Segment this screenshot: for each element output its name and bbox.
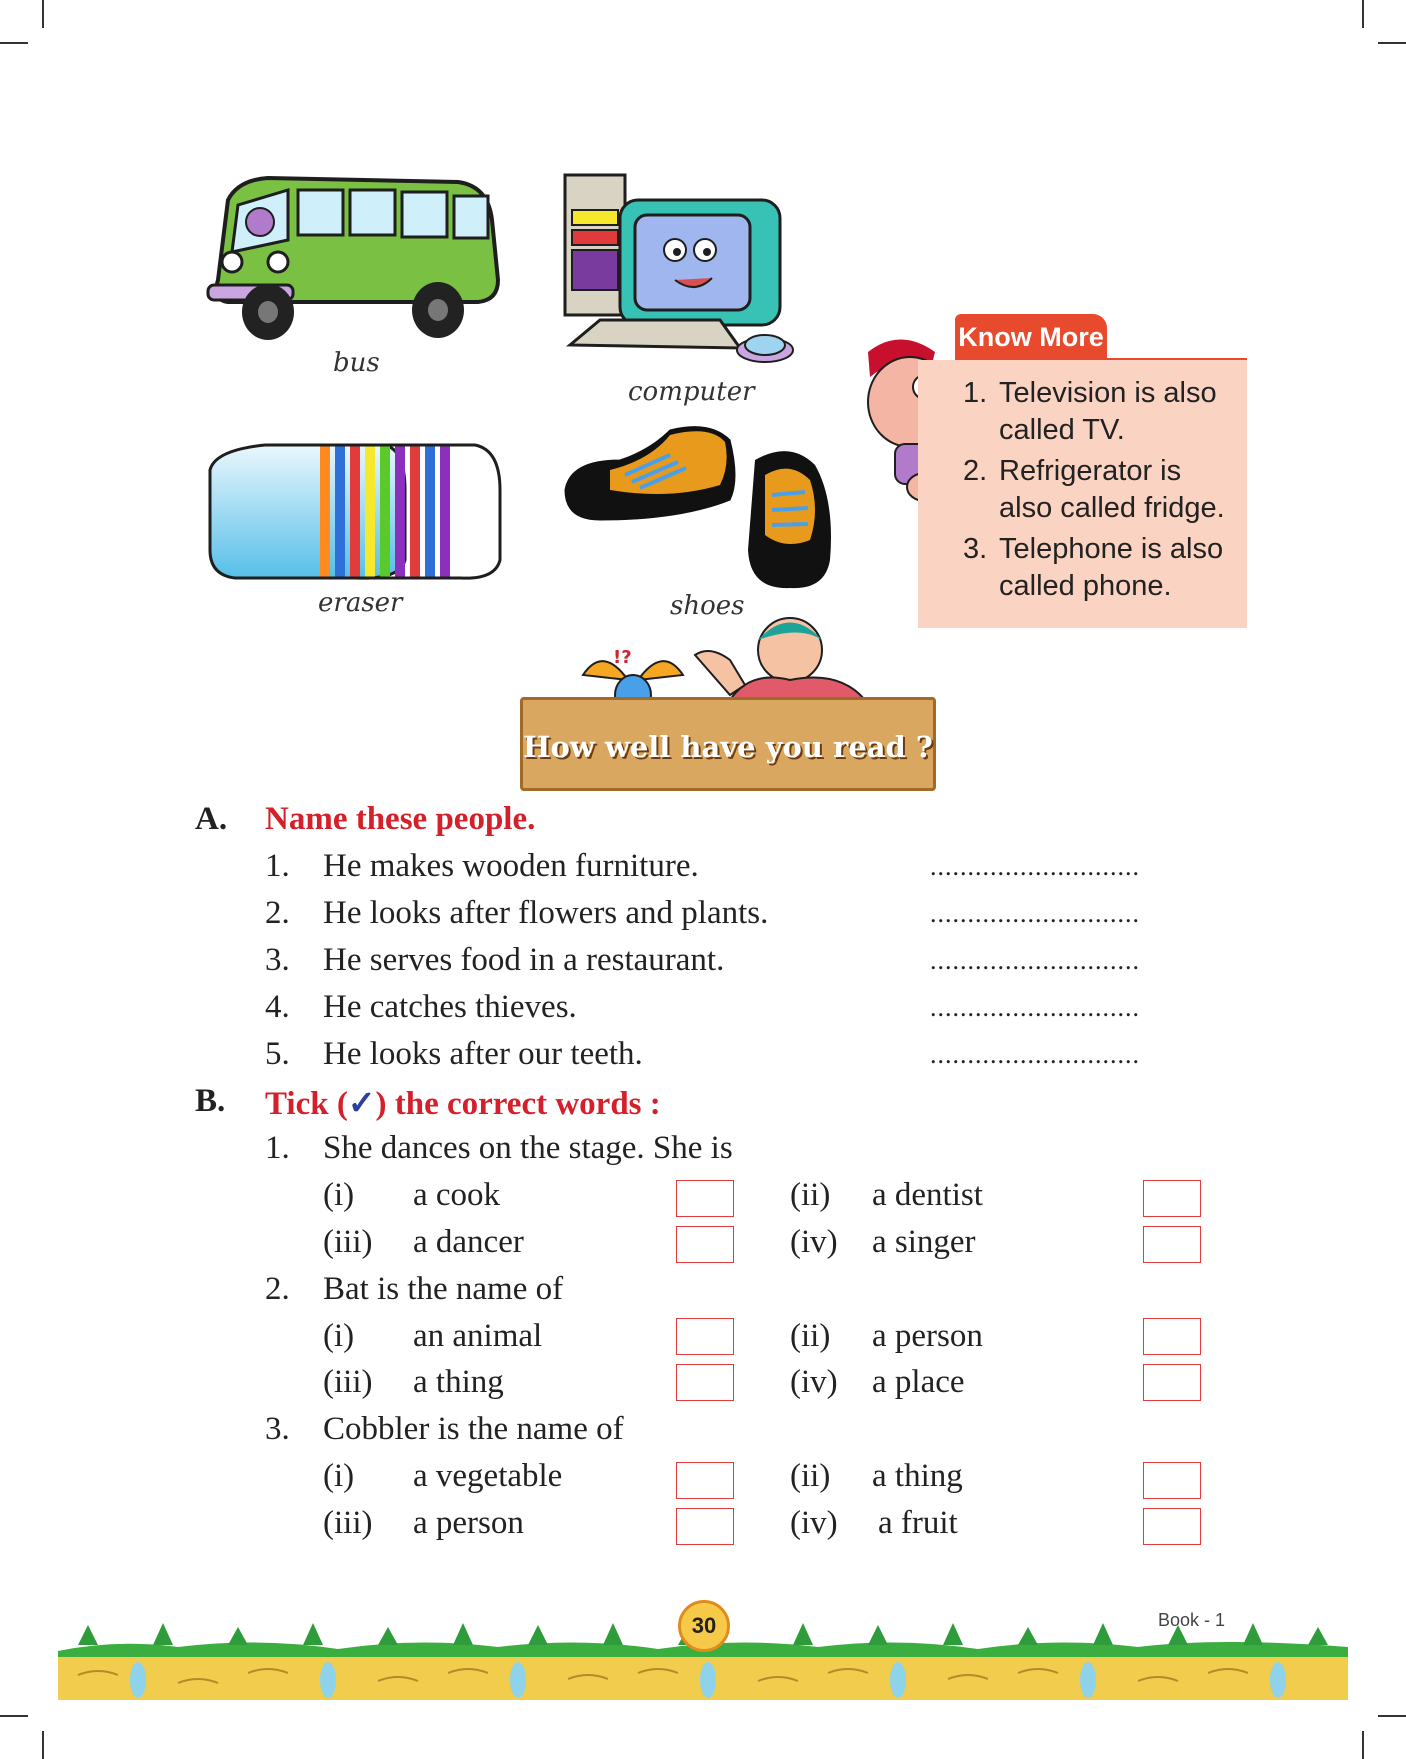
option-text: a thing bbox=[413, 1364, 504, 1400]
question-number: 2. bbox=[265, 895, 290, 931]
option-text: a cook bbox=[413, 1177, 501, 1213]
question-text: He makes wooden furniture. bbox=[323, 848, 699, 884]
know-more-item-text: Refrigerator is also called fridge. bbox=[999, 455, 1225, 524]
computer-caption: computer bbox=[628, 377, 755, 407]
quiz-banner bbox=[520, 697, 936, 791]
option-number: (i) bbox=[323, 1177, 355, 1213]
question-number: 3. bbox=[265, 942, 290, 978]
crop-mark bbox=[0, 1715, 28, 1717]
option-number: (ii) bbox=[790, 1177, 831, 1213]
option-text: a person bbox=[872, 1318, 983, 1354]
question-row bbox=[265, 848, 699, 885]
tick-box[interactable] bbox=[1143, 1318, 1201, 1355]
section-a-title: Name these people. bbox=[265, 801, 536, 837]
answer-blank[interactable]: ............................ bbox=[930, 1040, 1140, 1069]
question-row bbox=[265, 1411, 624, 1448]
tick-box[interactable] bbox=[1143, 1364, 1201, 1401]
section-a-letter: A. bbox=[195, 801, 228, 837]
eraser-caption: eraser bbox=[318, 588, 403, 618]
section-b-title bbox=[265, 1083, 661, 1123]
option-number: (i) bbox=[323, 1458, 355, 1494]
computer-illustration bbox=[560, 170, 820, 375]
tick-box[interactable] bbox=[676, 1180, 734, 1217]
option-number: (iv) bbox=[790, 1224, 838, 1260]
crop-mark bbox=[1362, 0, 1364, 28]
question-text: He catches thieves. bbox=[323, 989, 577, 1025]
page-number: 30 bbox=[678, 1600, 730, 1652]
book-label: Book - 1 bbox=[1158, 1610, 1226, 1630]
crop-mark bbox=[42, 0, 44, 28]
option-text: a singer bbox=[872, 1224, 976, 1260]
tick-box[interactable] bbox=[1143, 1508, 1201, 1545]
answer-blank[interactable]: ............................ bbox=[930, 993, 1140, 1022]
question-row bbox=[265, 989, 577, 1026]
tick-box[interactable] bbox=[676, 1462, 734, 1499]
shoes-illustration bbox=[560, 420, 850, 600]
option-text: a dancer bbox=[413, 1224, 524, 1260]
option-text: a place bbox=[872, 1364, 965, 1400]
option-number: (iii) bbox=[323, 1505, 373, 1541]
question-row bbox=[265, 1036, 643, 1073]
option bbox=[790, 1318, 983, 1355]
tick-mark-icon: ✓ bbox=[347, 1086, 376, 1122]
option-number: (i) bbox=[323, 1318, 355, 1354]
crop-mark bbox=[1362, 1731, 1364, 1759]
option bbox=[790, 1458, 963, 1495]
option bbox=[323, 1505, 524, 1542]
tick-box[interactable] bbox=[676, 1318, 734, 1355]
question-text: He serves food in a restaurant. bbox=[323, 942, 725, 978]
option bbox=[790, 1224, 976, 1261]
option-number: (ii) bbox=[790, 1458, 831, 1494]
crop-mark bbox=[1378, 42, 1406, 44]
option-text: a thing bbox=[872, 1458, 963, 1494]
shoes-caption: shoes bbox=[670, 591, 745, 621]
answer-blank[interactable]: ............................ bbox=[930, 852, 1140, 881]
tick-box[interactable] bbox=[1143, 1226, 1201, 1263]
question-row bbox=[265, 895, 768, 932]
question-number: 5. bbox=[265, 1036, 290, 1072]
option-number: (iii) bbox=[323, 1364, 373, 1400]
tick-box[interactable] bbox=[676, 1364, 734, 1401]
know-more-item-text: Television is also called TV. bbox=[999, 377, 1217, 446]
question-number: 1. bbox=[265, 848, 290, 884]
option-text: a dentist bbox=[872, 1177, 983, 1213]
option-number: (iv) bbox=[790, 1364, 838, 1400]
question-text: Bat is the name of bbox=[323, 1271, 564, 1307]
option bbox=[790, 1505, 958, 1542]
tick-box[interactable] bbox=[676, 1226, 734, 1263]
quiz-banner-text: How well have you read ? bbox=[523, 730, 933, 764]
option-text: a vegetable bbox=[413, 1458, 563, 1494]
crop-mark bbox=[42, 1731, 44, 1759]
tick-box[interactable] bbox=[676, 1508, 734, 1545]
option bbox=[323, 1224, 524, 1261]
option bbox=[790, 1177, 983, 1214]
question-number: 1. bbox=[265, 1130, 290, 1166]
option-number: (iii) bbox=[323, 1224, 373, 1260]
know-more-rule bbox=[1107, 358, 1247, 360]
crop-mark bbox=[1378, 1715, 1406, 1717]
know-more-item-number: 2. bbox=[963, 455, 988, 487]
eraser-illustration bbox=[205, 430, 505, 585]
know-more-item bbox=[963, 375, 1238, 449]
question-row bbox=[265, 1130, 733, 1167]
option-text: an animal bbox=[413, 1318, 543, 1354]
question-number: 3. bbox=[265, 1411, 290, 1447]
question-text: He looks after our teeth. bbox=[323, 1036, 643, 1072]
section-b-letter: B. bbox=[195, 1083, 226, 1119]
svg-text:!?: !? bbox=[613, 647, 632, 668]
know-more-item-number: 1. bbox=[963, 377, 988, 409]
question-text: He looks after flowers and plants. bbox=[323, 895, 769, 931]
question-row bbox=[265, 1271, 563, 1308]
option bbox=[323, 1364, 504, 1401]
option bbox=[323, 1318, 542, 1355]
boy-leaning-illustration bbox=[690, 615, 880, 705]
question-text: Cobbler is the name of bbox=[323, 1411, 624, 1447]
option bbox=[323, 1177, 500, 1214]
bus-caption: bus bbox=[333, 348, 380, 378]
know-more-item-text: Telephone is also called phone. bbox=[999, 533, 1224, 602]
question-row bbox=[265, 942, 724, 979]
answer-blank[interactable]: ............................ bbox=[930, 899, 1140, 928]
question-number: 2. bbox=[265, 1271, 290, 1307]
bus-illustration bbox=[198, 160, 510, 350]
know-more-title: Know More bbox=[955, 314, 1107, 360]
section-b-title-end: ) the correct words : bbox=[375, 1086, 661, 1122]
answer-blank[interactable]: ............................ bbox=[930, 946, 1140, 975]
question-text: She dances on the stage. She is bbox=[323, 1130, 733, 1166]
tick-box[interactable] bbox=[1143, 1180, 1201, 1217]
know-more-item bbox=[963, 531, 1238, 605]
option-text: a person bbox=[413, 1505, 524, 1541]
option-text: a fruit bbox=[878, 1505, 958, 1541]
question-number: 4. bbox=[265, 989, 290, 1025]
option-number: (ii) bbox=[790, 1318, 831, 1354]
tick-box[interactable] bbox=[1143, 1462, 1201, 1499]
option-number: (iv) bbox=[790, 1505, 838, 1541]
crop-mark bbox=[0, 42, 28, 44]
know-more-item-number: 3. bbox=[963, 533, 988, 565]
know-more-item bbox=[963, 453, 1238, 527]
section-b-title-start: Tick ( bbox=[265, 1086, 348, 1122]
option bbox=[790, 1364, 965, 1401]
option bbox=[323, 1458, 562, 1495]
